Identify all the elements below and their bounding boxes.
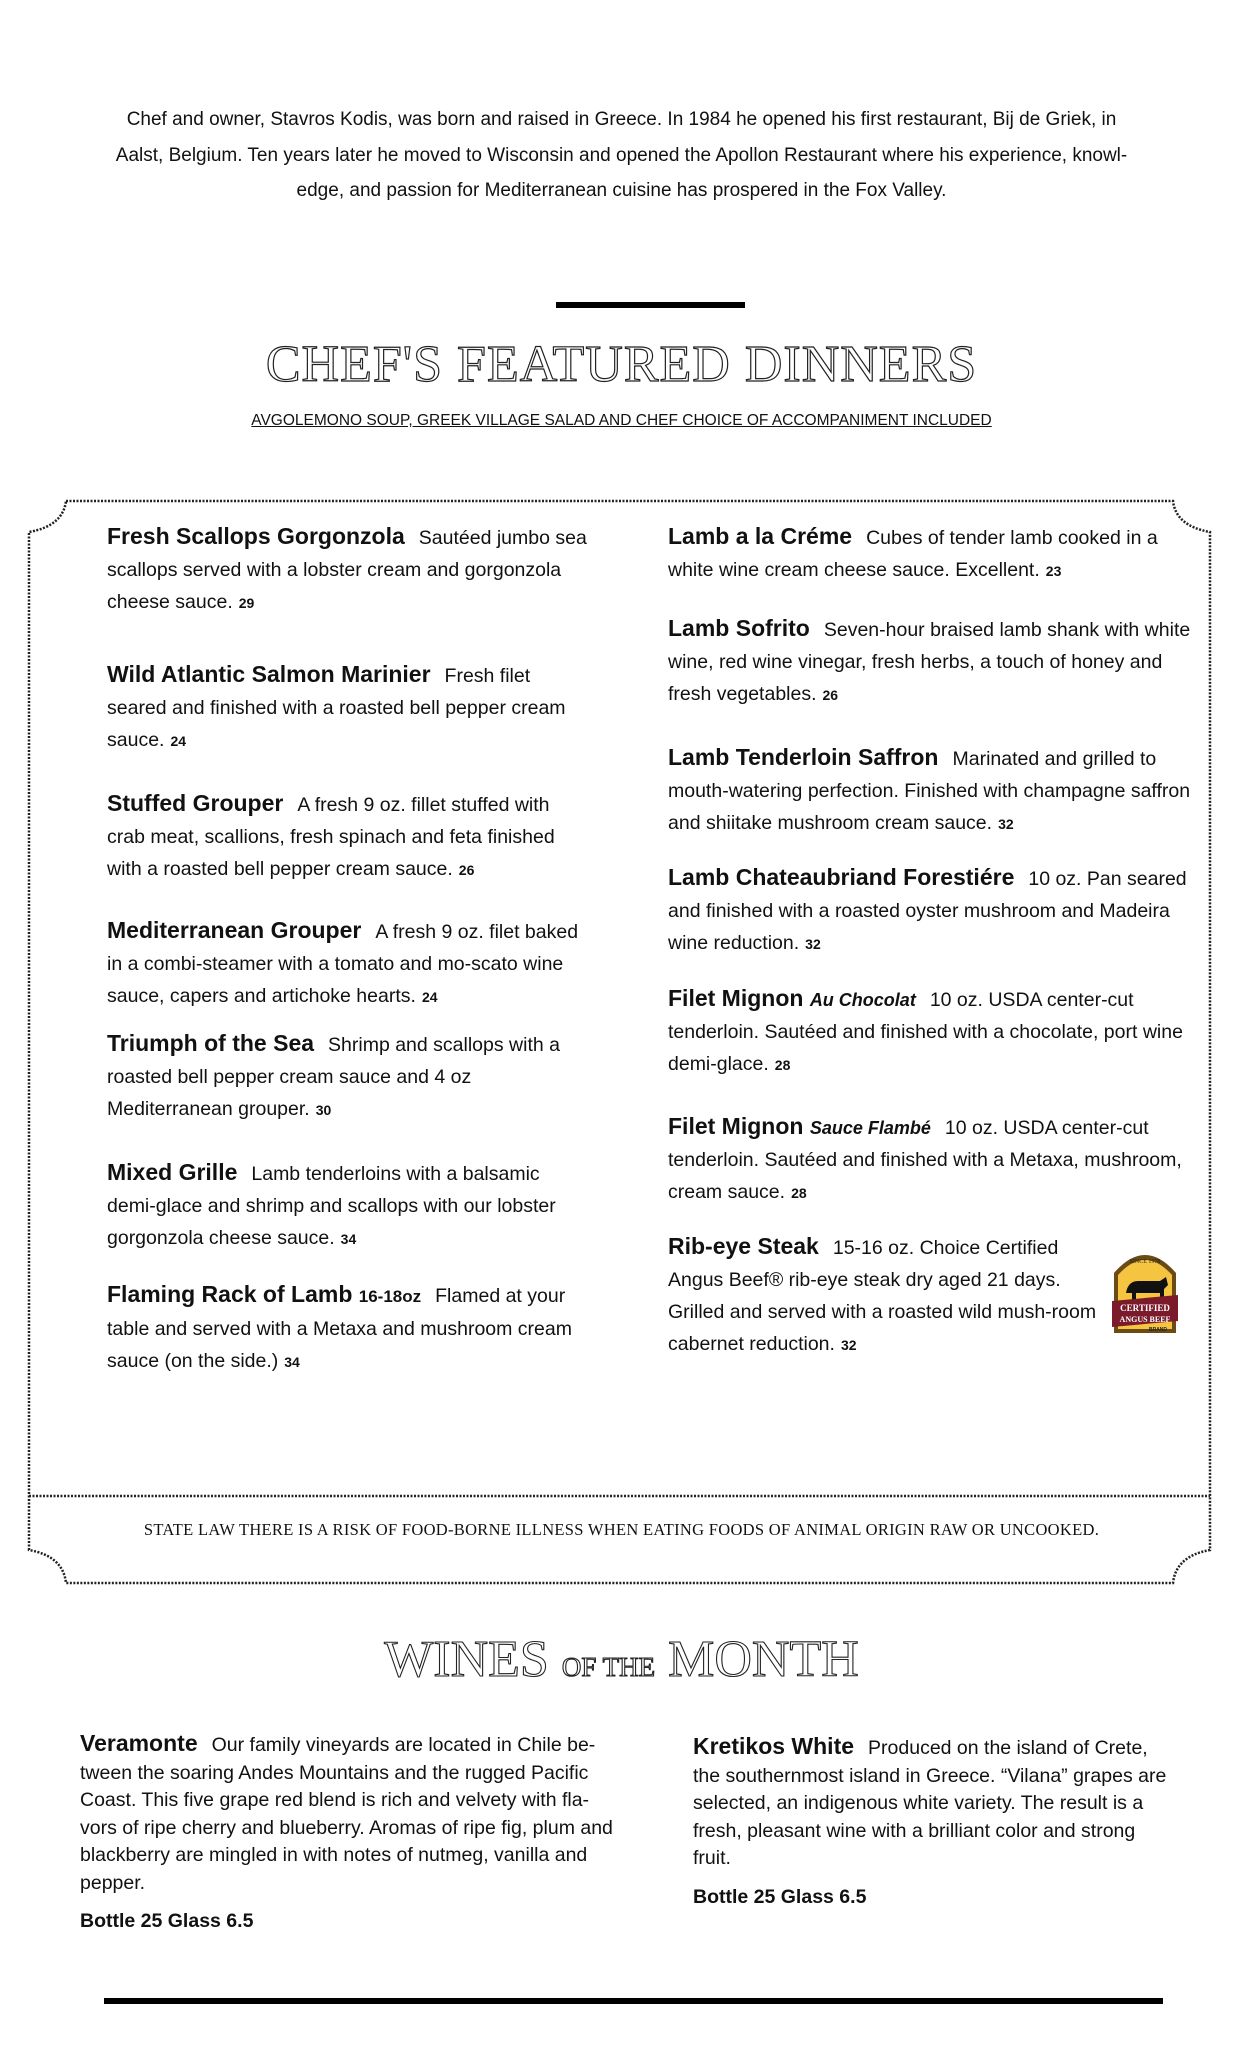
menu-item-description: 15-16 oz. Choice Certified Angus Beef® rib-eye steak dry aged 21 days. Grilled and served with a roasted wild mush-room cabernet reduction.: [668, 1237, 1097, 1355]
menu-item-price: 24: [421, 989, 438, 1005]
dish-name: Flaming Rack of Lamb: [107, 1281, 353, 1307]
dish-name: Rib-eye Steak: [668, 1233, 819, 1259]
dish-name: Mixed Grille: [107, 1159, 238, 1185]
menu-item: [107, 520, 587, 619]
menu-item-price: 26: [458, 862, 475, 878]
menu-item: [668, 861, 1198, 960]
menu-item-name: [107, 790, 283, 816]
menu-item-price: 34: [284, 1354, 300, 1370]
menu-item-description: A fresh 9 oz. fillet stuffed with crab meat, scallions, fresh spinach and feta finished with a roasted bell pepper cream sauce.: [107, 794, 555, 880]
menu-item-description: 10 oz. USDA center-cut tenderloin. Sautéed and finished with a chocolate, port wine demi-glace.: [668, 989, 1183, 1075]
menu-item: [668, 741, 1198, 840]
menu-item-name: [107, 1030, 314, 1056]
menu-item-price: 32: [840, 1337, 857, 1353]
menu-item-description: Marinated and grilled to mouth-watering perfection. Finished with champagne saffron and shiitake mushroom cream sauce.: [668, 748, 1191, 834]
svg-text:BRAND: BRAND: [1148, 1327, 1168, 1333]
menu-item-description: Seven-hour braised lamb shank with white wine, red wine vinegar, fresh herbs, a touch of honey and fresh vegetables.: [668, 619, 1191, 705]
menu-item-name: [107, 523, 405, 549]
dish-name: Stuffed Grouper: [107, 790, 284, 816]
menu-item-price: 32: [998, 816, 1014, 832]
svg-text:SINCE 1978: SINCE 1978: [1129, 1259, 1161, 1265]
menu-item: [107, 914, 587, 1013]
wine-description: Our family vineyards are located in Chile be-tween the soaring Andes Mountains and the rugged Pacific Coast. This five grape red blend is rich and velvety with fla-vors of ripe cherry and blueberry. Aromas of ripe fig, plum and blackberry are mingled in with notes of nutmeg, vanilla and pepper.: [80, 1734, 613, 1894]
menu-item-name: [107, 1281, 421, 1307]
menu-item-price: 24: [170, 733, 187, 749]
wine-price: Bottle 25 Glass 6.5: [80, 1910, 254, 1932]
chef-intro: [50, 102, 1193, 209]
wine-description: Produced on the island of Crete, the southernmost island in Greece. “Vilana” grapes are selected, an indigenous white variety. The result is a fresh, pleasant wine with a brilliant color and strong fruit.: [693, 1737, 1167, 1869]
dish-name: Filet Mignon: [668, 1113, 804, 1139]
menu-item-description: Sautéed jumbo sea scallops served with a lobster cream and gorgonzola cheese sauce.: [107, 527, 587, 613]
dish-name: Triumph of the Sea: [107, 1030, 315, 1056]
menu-item-description: A fresh 9 oz. filet baked in a combi-steamer with a tomato and mo-scato wine sauce, capers and artichoke hearts.: [107, 921, 579, 1007]
menu-item-price: 34: [340, 1231, 357, 1247]
menu-item-price: 23: [1045, 563, 1062, 579]
menu-item-price: 30: [315, 1102, 332, 1118]
menu-item-description: Shrimp and scallops with a roasted bell pepper cream sauce and 4 oz Mediterranean grouper.: [107, 1034, 560, 1120]
dish-name: Fresh Scallops Gorgonzola: [107, 523, 405, 549]
dish-subtitle: Sauce Flambé: [809, 1118, 931, 1138]
dish-name: Lamb Tenderloin Saffron: [668, 744, 939, 770]
menu-item-name: [668, 744, 938, 770]
menu-item-name: [107, 1159, 237, 1185]
menu-item: [668, 1110, 1183, 1209]
menu-item-description: Cubes of tender lamb cooked in a white wine cream cheese sauce. Excellent.: [668, 527, 1158, 581]
menu-item-name: [107, 917, 361, 943]
intro-line: edge, and passion for Mediterranean cuisine has prospered in the Fox Valley.: [296, 180, 947, 201]
menu-item: [668, 612, 1198, 711]
dish-name: Lamb a la Créme: [668, 523, 853, 549]
menu-item: [107, 658, 587, 757]
menu-item: [668, 520, 1183, 587]
menu-item-price: 32: [805, 936, 821, 952]
intro-line: Aalst, Belgium. Ten years later he moved to Wisconsin and opened the Apollon Restaurant where his experience, knowl-: [115, 144, 1128, 166]
menu-item-description: 10 oz. USDA center-cut tenderloin. Sautéed and finished with a Metaxa, mushroom, cream sauce.: [668, 1117, 1182, 1203]
wine-name: Veramonte: [80, 1730, 198, 1756]
wines-title-word: WINES: [384, 1631, 549, 1688]
svg-text:CERTIFIED: CERTIFIED: [1120, 1303, 1170, 1313]
dish-subtitle: 16-18oz: [358, 1287, 422, 1306]
menu-item: [107, 787, 587, 886]
dish-name: Mediterranean Grouper: [107, 917, 362, 943]
section-subtitle: AVGOLEMONO SOUP, GREEK VILLAGE SALAD AND CHEF CHOICE OF ACCOMPANIMENT INCLUDED: [251, 412, 992, 429]
wines-title-word: OF THE: [561, 1652, 656, 1682]
certified-angus-beef-logo: [1108, 1243, 1182, 1339]
menu-item-name: [668, 615, 810, 641]
menu-item-price: 28: [774, 1057, 791, 1073]
menu-item-name: [668, 1113, 931, 1139]
wine-item: [80, 1730, 625, 1897]
menu-item: [107, 1278, 587, 1378]
menu-item-name: [668, 864, 1014, 890]
dish-name: Lamb Sofrito: [668, 615, 810, 641]
menu-item: [107, 1156, 587, 1255]
menu-item-name: [107, 661, 431, 687]
dish-subtitle: Au Chocolat: [809, 990, 916, 1010]
menu-item-description: Lamb tenderloins with a balsamic demi-glace and shrimp and scallops with our lobster gorgonzola cheese sauce.: [107, 1163, 556, 1249]
dish-name: Lamb Chateaubriand Forestiére: [668, 864, 1015, 890]
dish-name: Filet Mignon: [668, 985, 804, 1011]
menu-item: [668, 982, 1203, 1081]
menu-item: [107, 1027, 587, 1126]
dish-name: Wild Atlantic Salmon Marinier: [107, 661, 431, 687]
food-safety-disclaimer: STATE LAW THERE IS A RISK OF FOOD-BORNE ILLNESS WHEN EATING FOODS OF ANIMAL ORIGIN RAW OR UNCOOKED.: [143, 1520, 1100, 1539]
wine-name: Kretikos White: [693, 1733, 855, 1759]
menu-item-name: [668, 523, 852, 549]
wines-title: [0, 1630, 1243, 1689]
menu-item-description: Fresh filet seared and finished with a roasted bell pepper cream sauce.: [107, 665, 566, 751]
wine-price: Bottle 25 Glass 6.5: [693, 1886, 867, 1908]
menu-item-name: [668, 985, 916, 1011]
wines-title-word: MONTH: [668, 1631, 859, 1688]
menu-item-description: Flamed at your table and served with a Metaxa and mushroom cream sauce (on the side.): [107, 1285, 572, 1372]
menu-item-price: 29: [238, 595, 255, 611]
divider-bar: [556, 302, 745, 308]
svg-text:ANGUS BEEF: ANGUS BEEF: [1119, 1315, 1171, 1324]
menu-item-description: 10 oz. Pan seared and finished with a roasted oyster mushroom and Madeira wine reduction.: [668, 868, 1187, 954]
wine-item: [693, 1733, 1168, 1873]
menu-item-price: 26: [822, 687, 839, 703]
menu-item-price: 28: [791, 1185, 807, 1201]
menu-item-name: [668, 1233, 819, 1259]
menu-item: [668, 1230, 1113, 1361]
intro-line: Chef and owner, Stavros Kodis, was born and raised in Greece. In 1984 he opened his first restaurant, Bij de Griek, in: [126, 109, 1117, 130]
section-title: CHEF'S FEATURED DINNERS: [265, 336, 978, 393]
divider-bar: [104, 1998, 1163, 2004]
